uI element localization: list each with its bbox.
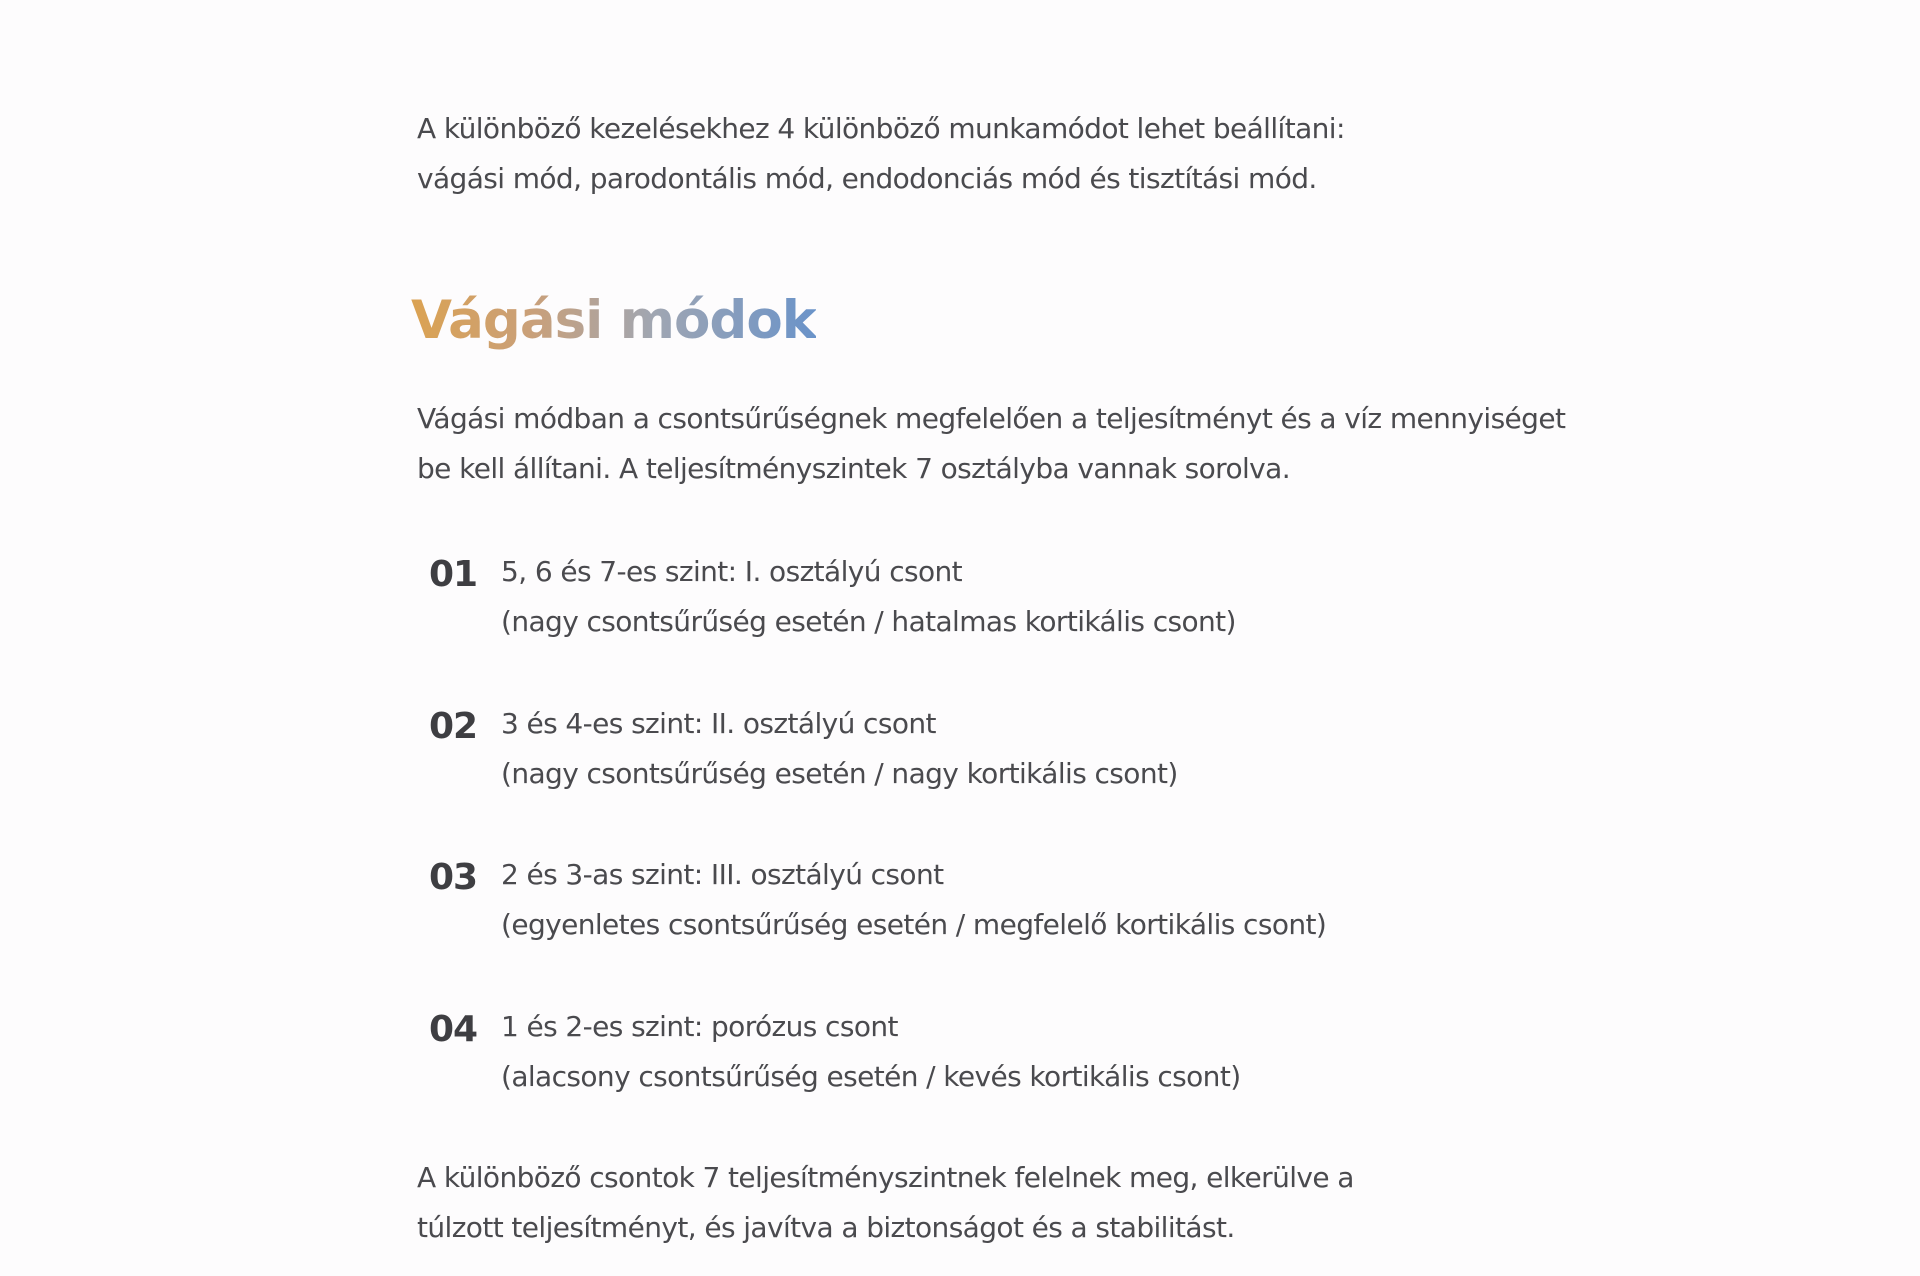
closing-line-2: túlzott teljesítményt, és javítva a biztonságot és a stabilitást. [417, 1211, 1235, 1244]
closing-line-1: A különböző csontok 7 teljesítményszintnek felelnek meg, elkerülve a [417, 1161, 1354, 1194]
item-title: 2 és 3-as szint: III. osztályú csont [501, 858, 944, 891]
item-number: 04 [429, 1009, 478, 1050]
description-paragraph [417, 394, 1565, 494]
item-number: 02 [429, 706, 478, 747]
item-detail: (egyenletes csontsűrűség esetén / megfelelő kortikális csont) [501, 908, 1327, 941]
item-detail: (nagy csontsűrűség esetén / nagy kortikális csont) [501, 757, 1178, 790]
item-text [501, 547, 1236, 647]
item-title: 5, 6 és 7-es szint: I. osztályú csont [501, 555, 963, 588]
item-title: 1 és 2-es szint: porózus csont [501, 1010, 898, 1043]
item-title: 3 és 4-es szint: II. osztályú csont [501, 707, 936, 740]
description-line-1: Vágási módban a csontsűrűségnek megfelelően a teljesítményt és a víz mennyiséget [417, 402, 1566, 435]
closing-paragraph [417, 1153, 1354, 1253]
intro-paragraph [417, 104, 1345, 204]
item-text [501, 1002, 1241, 1102]
description-line-2: be kell állítani. A teljesítményszintek 7 osztályba vannak sorolva. [417, 452, 1290, 485]
section-heading: Vágási módok [411, 286, 816, 356]
item-detail: (nagy csontsűrűség esetén / hatalmas kortikális csont) [501, 605, 1236, 638]
intro-line-2: vágási mód, parodontális mód, endodonciás mód és tisztítási mód. [417, 162, 1317, 195]
item-detail: (alacsony csontsűrűség esetén / kevés kortikális csont) [501, 1060, 1241, 1093]
item-number: 03 [429, 857, 478, 898]
item-text [501, 699, 1178, 799]
item-number: 01 [429, 554, 478, 595]
intro-line-1: A különböző kezelésekhez 4 különböző munkamódot lehet beállítani: [417, 112, 1345, 145]
item-text [501, 850, 1326, 950]
